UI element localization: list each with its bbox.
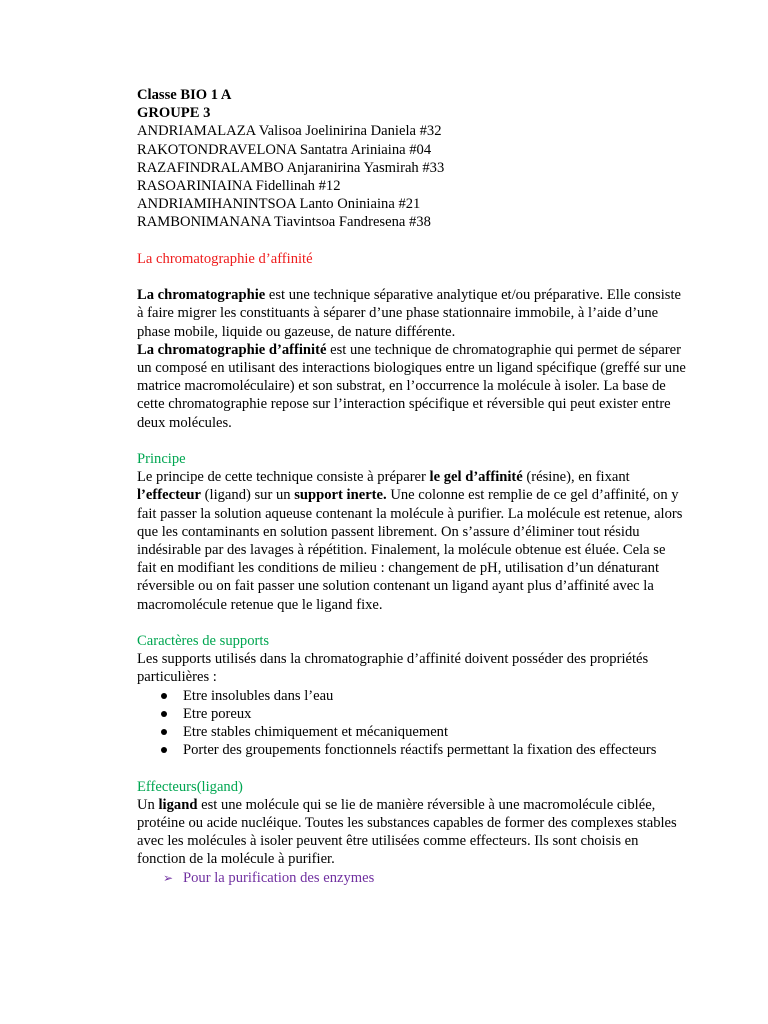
list-item: Etre insolubles dans l’eau [183, 687, 334, 704]
list-item: Porter des groupements fonctionnels réactifs permettant la fixation des effecteurs [183, 742, 657, 759]
section-heading-effecteurs: Effecteurs(ligand) [137, 778, 243, 795]
member-line: RAKOTONDRAVELONA Santatra Ariniaina #04 [137, 141, 432, 158]
intro-term-2: La chromatographie d’affinité [137, 341, 327, 358]
supports-intro: Les supports utilisés dans la chromatographie d’affinité doivent posséder des propriétés particulières : [137, 651, 649, 686]
intro-paragraph-1: La chromatographie est une technique séparative analytique et/ou préparative. Elle consiste à faire migrer les constituants à séparer d’une phase stationnaire immobile, à l’aide d’une phase mobile, liquide ou gazeuse, de nature différente. [137, 287, 681, 340]
sub-item: ➢ Pour la purification des enzymes [163, 869, 375, 886]
class-label: Classe BIO 1 A [137, 87, 232, 103]
member-line: ANDRIAMALAZA Valisoa Joelinirina Daniela #32 [137, 123, 442, 140]
member-line: RASOARINIAINA Fidellinah #12 [137, 178, 341, 195]
section-heading-supports: Caractères de supports [137, 633, 270, 650]
supports-list [137, 687, 688, 760]
principe-paragraph: Le principe de cette technique consiste à préparer le gel d’affinité (résine), en fixant l’effecteur (ligand) sur un support inerte. Une colonne est remplie de ce gel d’affinité, on y fait passer la solution aqueuse contenant la molécule à purifier. La molécule est retenue, alors que les contaminants en solution passent librement. On s’assure d’éliminer tout résidu indésirable par des lavages à répétition. Finalement, la molécule obtenue est éluée. Cela se fait en modifiant les conditions de milieu : changement de pH, utilisation d’un dénaturant réversible ou on fait passer une solution contenant un ligand ayant plus d’affinité avec la macromolécule retenue que le ligand fixe. [137, 469, 683, 613]
member-line: RAMBONIMANANA Tiavintsoa Fandresena #38 [137, 214, 431, 231]
effecteurs-paragraph: Un ligand est une molécule qui se lie de manière réversible à une macromolécule ciblée, protéine ou acide nucléique. Toutes les substances capables de former des complexes stables avec les molécules à isoler peuvent être utilisées comme effecteurs. Ils sont choisis en fonction de la molécule à purifier. [137, 796, 677, 868]
member-line: RAZAFINDRALAMBO Anjaranirina Yasmirah #33 [137, 159, 445, 176]
group-label: GROUPE 3 [137, 105, 211, 122]
member-line: ANDRIAMIHANINTSOA Lanto Oniniaina #21 [137, 196, 421, 213]
list-item: Etre poreux [183, 705, 252, 722]
document-title: La chromatographie d’affinité [137, 250, 313, 267]
arrow-bullet-icon: ➢ [163, 870, 174, 885]
section-heading-principe: Principe [137, 451, 186, 468]
intro-paragraph-2: La chromatographie d’affinité est une technique de chromatographie qui permet de séparer un composé en utilisant des interactions biologiques entre un ligand spécifique (greffé sur une matrice macromoléculaire) et son substrat, en l’occurrence la molécule à isoler. La base de cette chromatographie repose sur l’interaction spécifique et réversible qui peut exister entre deux molécules. [137, 341, 686, 431]
intro-term-1: La chromatographie [137, 287, 266, 304]
list-item: Etre stables chimiquement et mécaniquement [183, 724, 449, 741]
